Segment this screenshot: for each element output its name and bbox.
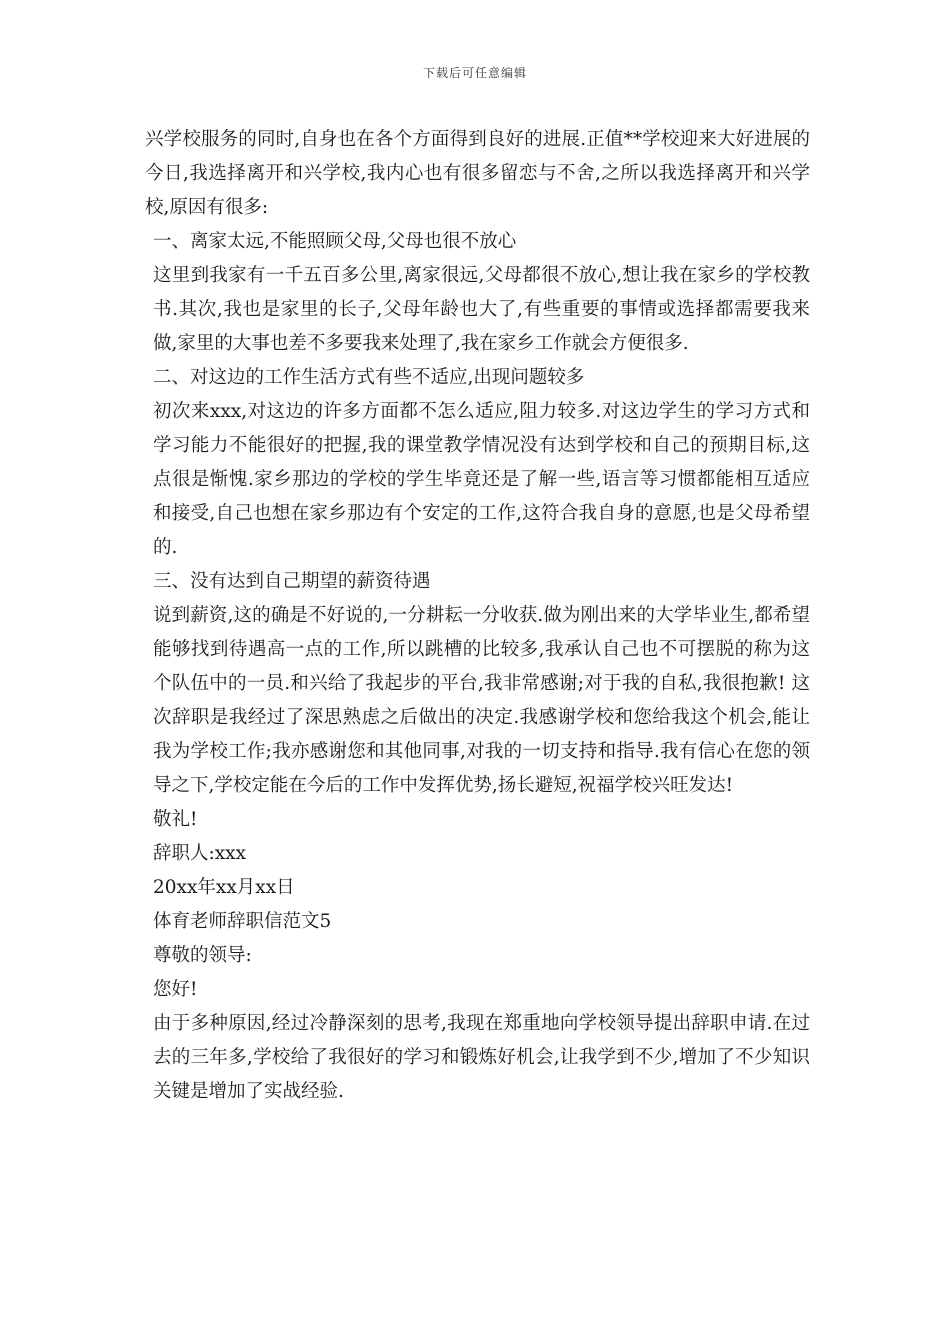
paragraph: 兴学校服务的同时,自身也在各个方面得到良好的进展.正值**学校迎来大好进展的今日,我选择离开和兴学校,我内心也有很多留恋与不舍,之所以我选择离开和兴学校,原因有很多: [145, 129, 810, 218]
closing-salute: 敬礼! [153, 809, 198, 830]
paragraph: 说到薪资,这的确是不好说的,一分耕耘一分收获.做为刚出来的大学毕业生,都希望能够找到待遇高一点的工作,所以跳槽的比较多,我承认自己也不可摆脱的称为这个队伍中的一员.和兴给了我起步的平台,我非常感谢;对于我的自私,我很抱歉! 这次辞职是我经过了深思熟虑之后做出的决定.我感谢学校和您给我这个机会,能让我为学校工作;我亦感谢您和其他同事,对我的一切支持和指导.我有信心在您的领导之下,学校定能在今后的工作中发挥优势,扬长避短,祝福学校兴旺发达! [153, 605, 810, 796]
letter-title: 体育老师辞职信范文5 [153, 911, 332, 932]
date: 20xx年xx月xx日 [153, 877, 295, 898]
paragraph: 初次来xxx,对这边的许多方面都不怎么适应,阻力较多.对这边学生的学习方式和学习能力不能很好的把握,我的课堂教学情况没有达到学校和自己的预期目标,这点很是惭愧.家乡那边的学校的学生毕竟还是了解一些,语言等习惯都能相互适应和接受,自己也想在家乡那边有个安定的工作,这符合我自身的意愿,也是父母希望的. [153, 401, 810, 558]
greeting: 您好! [153, 979, 198, 1000]
document-body [145, 123, 810, 1109]
paragraph: 这里到我家有一千五百多公里,离家很远,父母都很不放心,想让我在家乡的学校教书.其次,我也是家里的长子,父母年龄也大了,有些重要的事情或选择都需要我来做,家里的大事也差不多要我来处理了,我在家乡工作就会方便很多. [153, 265, 810, 354]
page-header: 下载后可任意编辑 [422, 66, 527, 80]
salutation: 尊敬的领导: [153, 945, 252, 966]
section-heading: 三、没有达到自己期望的薪资待遇 [153, 571, 431, 592]
section-heading: 一、离家太远,不能照顾父母,父母也很不放心 [153, 231, 517, 252]
paragraph: 由于多种原因,经过冷静深刻的思考,我现在郑重地向学校领导提出辞职申请.在过去的三年多,学校给了我很好的学习和锻炼好机会,让我学到不少,增加了不少知识关键是增加了实战经验. [153, 1013, 810, 1102]
section-heading: 二、对这边的工作生活方式有些不适应,出现问题较多 [153, 367, 585, 388]
signature: 辞职人:xxx [153, 843, 247, 864]
